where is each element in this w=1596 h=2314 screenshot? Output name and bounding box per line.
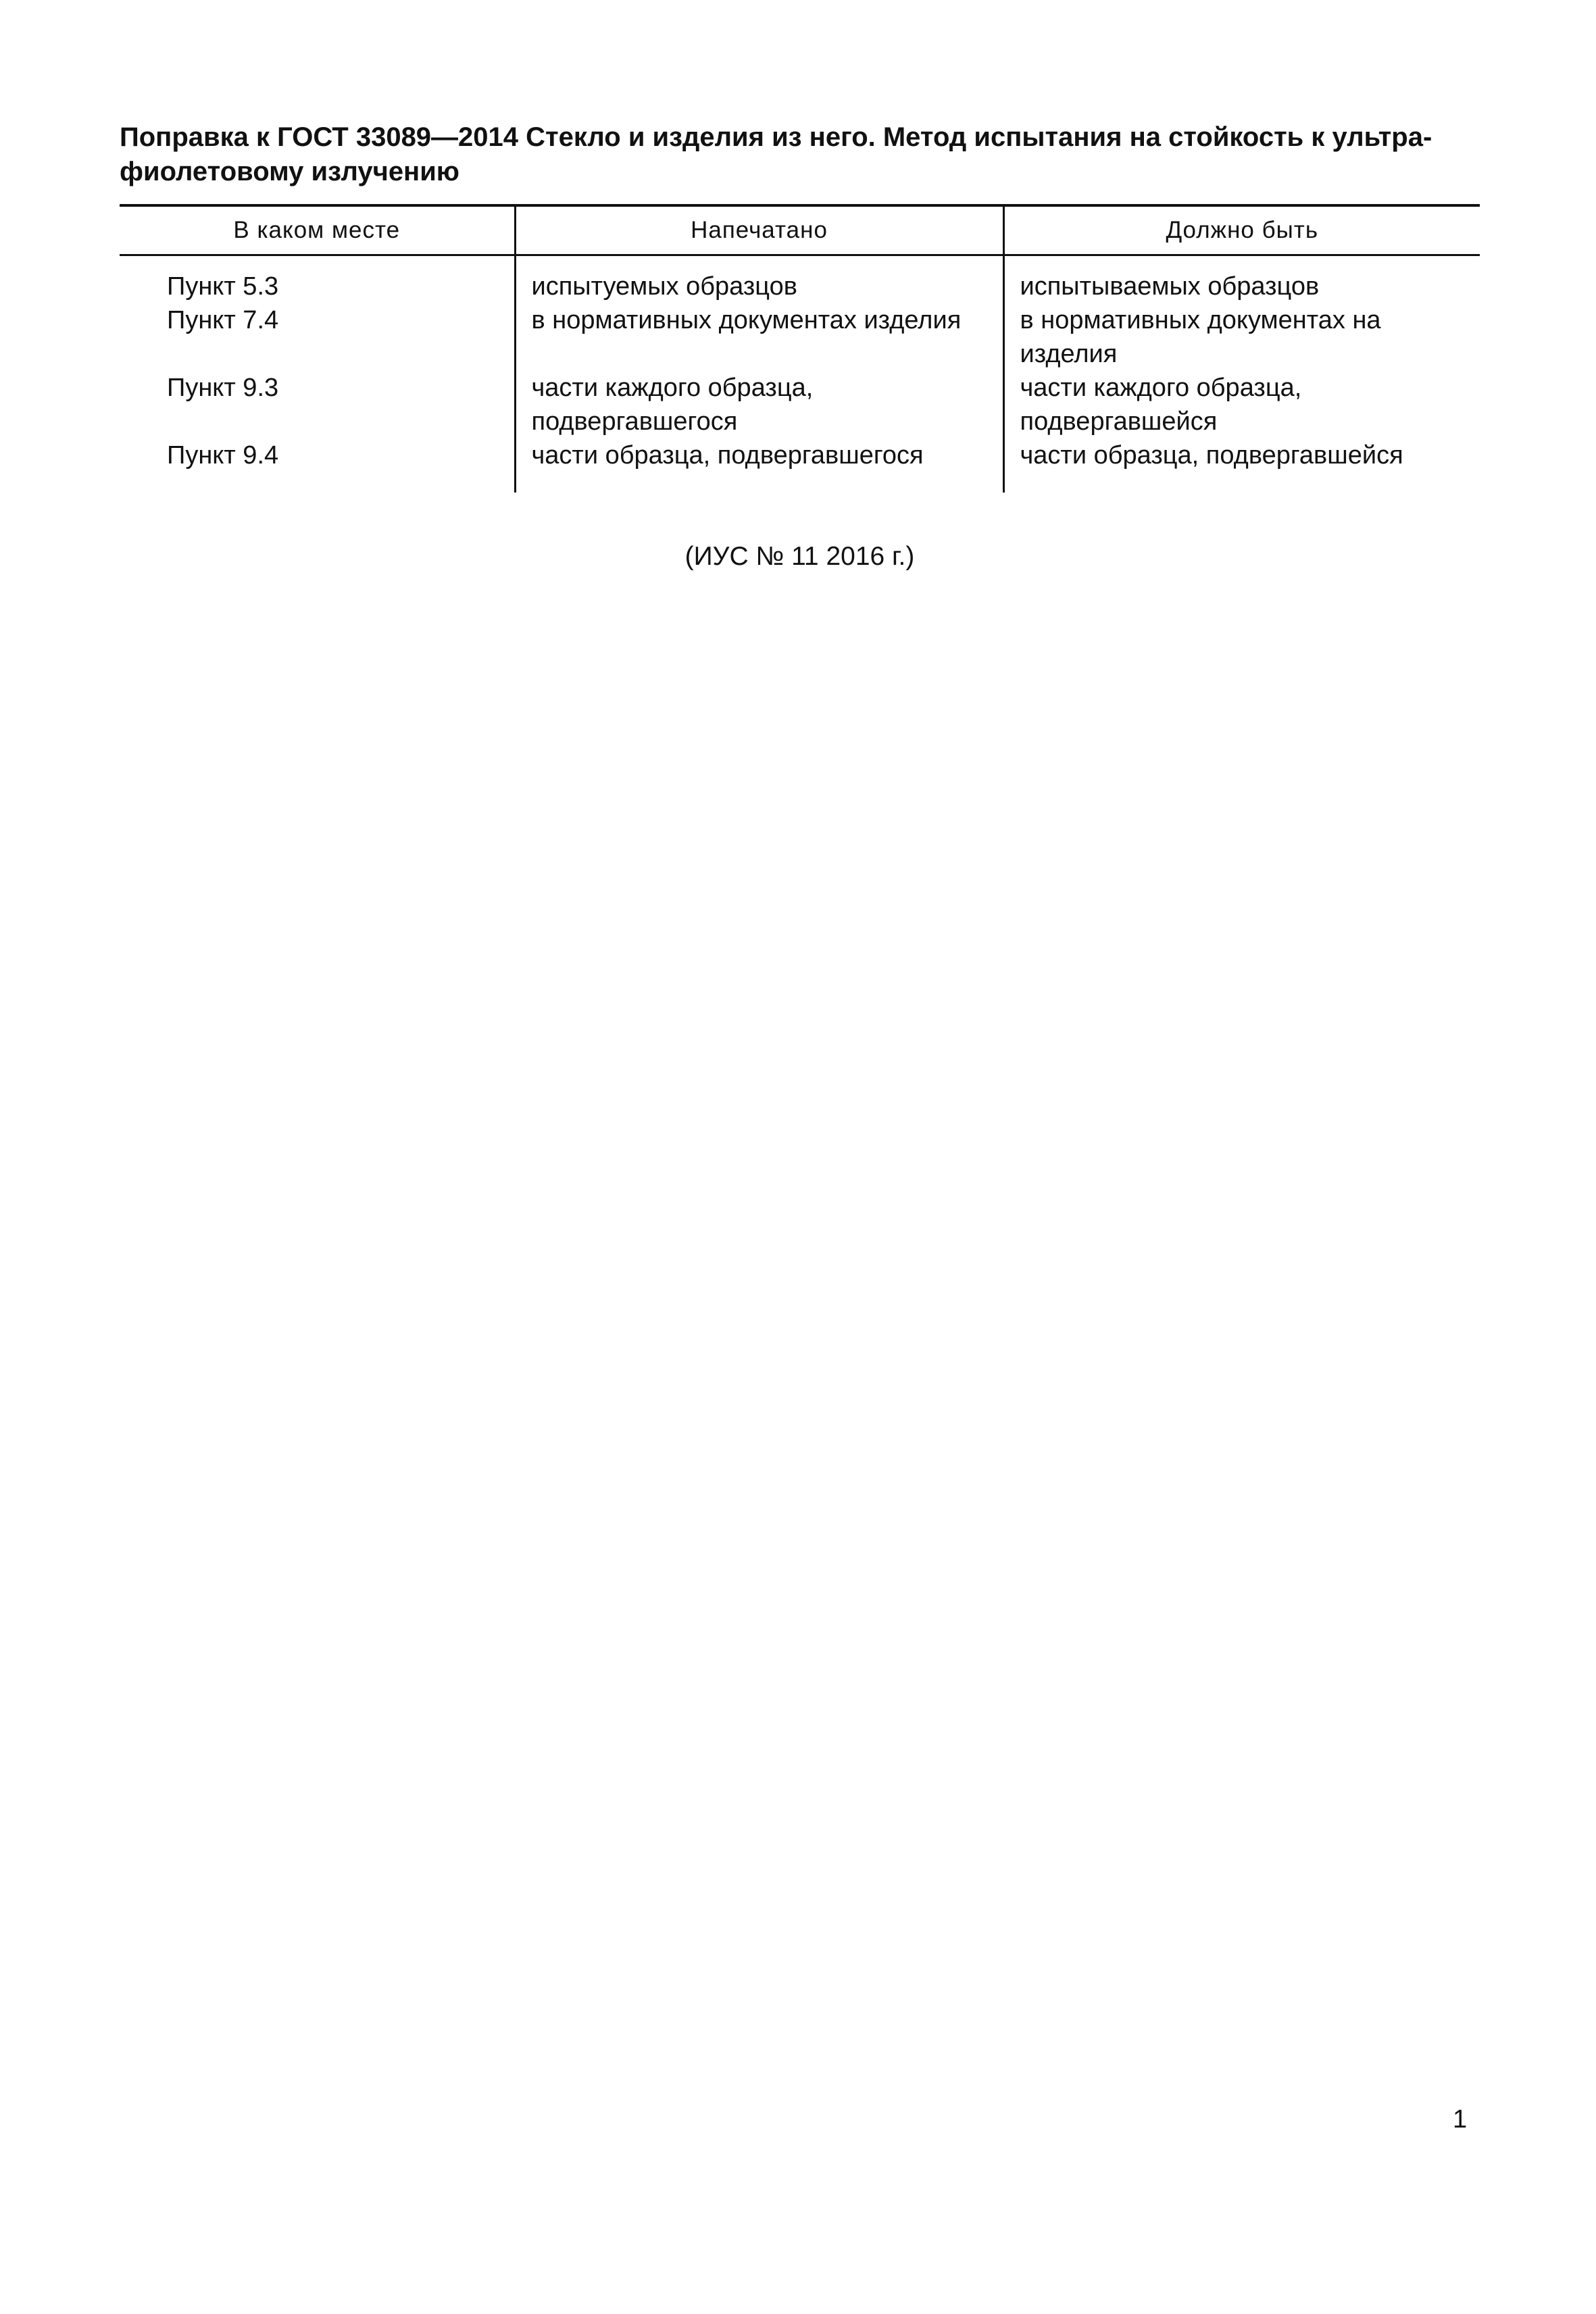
cell-printed: испытуемых образцов: [515, 255, 1003, 304]
cell-should-be: в нормативных документах на изделия: [1003, 303, 1480, 371]
table-row: [120, 371, 1480, 438]
cell-printed: части каждого образца, подвергавшегося: [515, 371, 1003, 438]
table-row: [120, 303, 1480, 371]
cell-should-be: части образца, подвергавшейся: [1003, 438, 1480, 493]
column-header-printed: Напечатано: [515, 205, 1003, 255]
table-row: [120, 255, 1480, 304]
cell-printed: в нормативных документах изделия: [515, 303, 1003, 371]
column-header-should-be: Должно быть: [1003, 205, 1480, 255]
page-number: 1: [1453, 2105, 1468, 2134]
table-header-row: [120, 205, 1480, 255]
cell-place: Пункт 7.4: [167, 306, 279, 334]
table-row: [120, 438, 1480, 493]
document-page: [120, 120, 1480, 574]
cell-should-be: испытываемых образцов: [1003, 255, 1480, 304]
cell-place: Пункт 9.3: [167, 374, 279, 402]
cell-printed: части образца, подвергавшегося: [515, 438, 1003, 493]
cell-place: Пункт 9.4: [167, 441, 279, 470]
cell-place: Пункт 5.3: [167, 272, 279, 301]
source-reference: (ИУС № 11 2016 г.): [684, 542, 915, 571]
corrections-table: [120, 204, 1480, 493]
column-header-place: В каком месте: [120, 205, 515, 255]
document-title: Поправка к ГОСТ 33089—2014 Стекло и изделия из него. Метод испытания на стойкость к ультра-фиолетовому излучению: [120, 122, 1432, 186]
cell-should-be: части каждого образца, подвергавшейся: [1003, 371, 1480, 438]
